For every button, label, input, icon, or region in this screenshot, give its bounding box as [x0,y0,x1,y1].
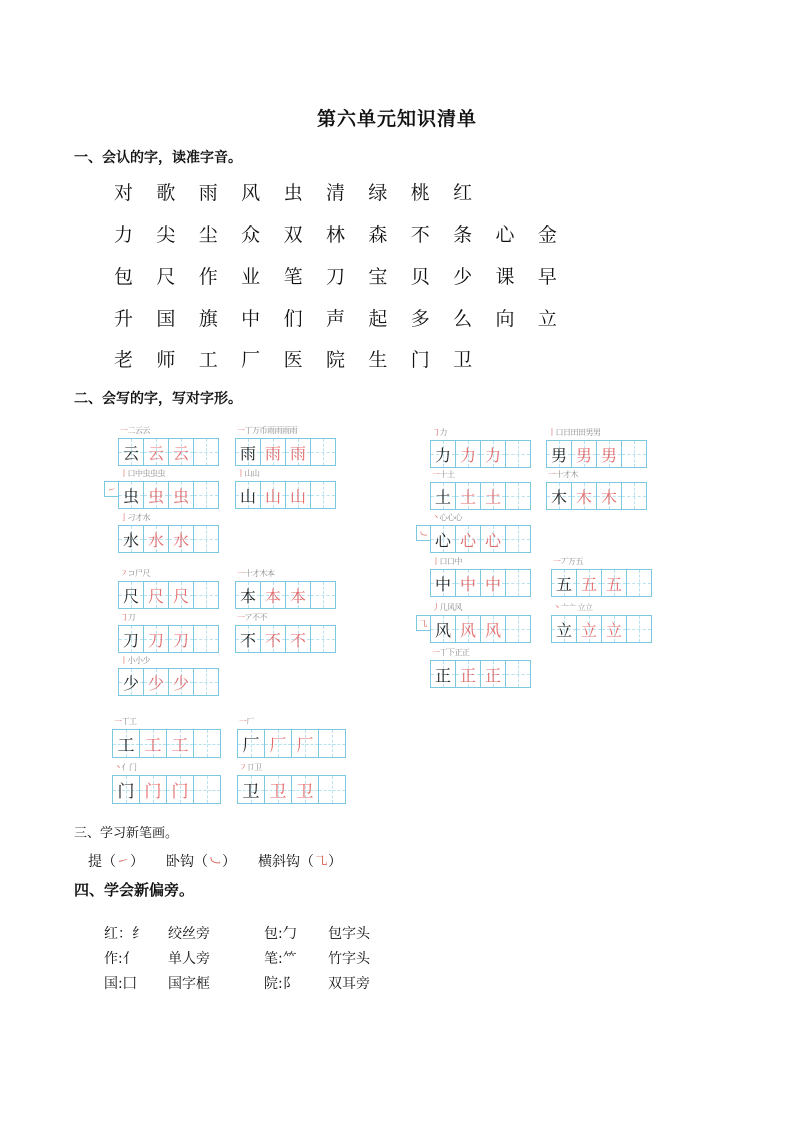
recognition-char: 少 [453,266,473,288]
writing-grid [546,470,647,510]
radical-name: 包字头 [328,925,370,942]
writing-grid [235,613,336,653]
blank-practice-cell[interactable] [311,582,335,608]
trace-char-cell: 工 [167,730,194,757]
model-char-cell: 力 [431,441,456,467]
stroke-order-hint: 丨口中虫虫虫 [120,469,165,478]
blank-practice-cell[interactable] [194,439,218,465]
trace-char-cell: 木 [572,483,597,509]
blank-practice-cell[interactable] [311,439,335,465]
stroke-order-hint: 一丅工 [114,717,137,726]
recognition-char: 笔 [283,266,303,288]
model-char-cell: 刀 [119,626,144,652]
stroke-order-hint: 丨小小少 [120,656,150,665]
stroke-symbol: ㇈ [314,854,328,870]
writing-grid [430,470,531,510]
radical-example: 包:勹 [264,925,297,942]
stroke-order-hint: 丨山山 [237,469,260,478]
trace-char-cell: 力 [456,441,481,467]
recognition-char: 业 [241,266,261,288]
stroke-order-hint: 丨口日田田男男 [548,428,601,437]
model-char-cell: 男 [547,441,572,467]
model-char-cell: 本 [236,582,261,608]
recognition-row [114,345,496,372]
recognition-char: 双 [283,224,303,246]
recognition-char: 声 [325,308,345,330]
stroke-order-hint: 丶亠亠 立立 [553,603,593,612]
trace-char-cell: 力 [481,441,506,467]
trace-char-cell: 厂 [292,730,319,757]
trace-char-cell: 工 [140,730,167,757]
stroke-item: 卧钩（㇃） [166,854,236,870]
new-stroke-tag: ㇃ [416,525,430,541]
blank-practice-cell[interactable] [622,441,646,467]
writing-grid [430,557,531,597]
trace-char-cell: 不 [261,626,286,652]
recognition-char: 虫 [283,182,303,204]
trace-char-cell: 男 [597,441,622,467]
trace-char-cell: 不 [286,626,311,652]
recognition-char: 起 [368,308,388,330]
stroke-order-hint: ㇇卩卫 [239,763,262,772]
trace-char-cell: 土 [456,483,481,509]
model-char-cell: 虫 [119,482,144,508]
trace-char-cell: 五 [602,570,627,596]
blank-practice-cell[interactable] [506,661,530,687]
blank-practice-cell[interactable] [506,526,530,552]
trace-char-cell: 门 [167,776,194,803]
writing-grid [112,763,221,804]
recognition-char: 风 [241,182,261,204]
model-char-cell: 少 [119,669,144,695]
trace-char-cell: 虫 [169,482,194,508]
stroke-order-hint: 一厂 [239,717,254,726]
blank-practice-cell[interactable] [194,669,218,695]
trace-char-cell: 尺 [144,582,169,608]
model-char-cell: 心 [431,526,456,552]
blank-practice-cell[interactable] [319,776,345,803]
recognition-char: 贝 [410,266,430,288]
blank-practice-cell[interactable] [506,483,530,509]
section-1-heading: 一、会认的字，读准字音。 [74,150,242,166]
trace-char-cell: 中 [456,570,481,596]
writing-grid [235,426,336,466]
recognition-char: 包 [114,266,134,288]
trace-char-cell: 山 [286,482,311,508]
blank-practice-cell[interactable] [194,526,218,552]
radical-name: 竹字头 [328,950,370,967]
recognition-char: 生 [368,349,388,371]
writing-grid [546,428,647,468]
recognition-char: 旗 [198,308,218,330]
trace-char-cell: 水 [169,526,194,552]
recognition-char: 么 [453,308,473,330]
trace-char-cell: 刀 [169,626,194,652]
stroke-order-hint: 丶亻门 [114,763,137,772]
recognition-char: 工 [198,349,218,371]
blank-practice-cell[interactable] [319,730,345,757]
trace-char-cell: 风 [481,616,506,642]
writing-grid [237,717,346,758]
trace-char-cell: 风 [456,616,481,642]
stroke-order-hint: 一十才木 [548,470,578,479]
blank-practice-cell[interactable] [194,482,218,508]
recognition-char: 升 [114,308,134,330]
trace-char-cell: 立 [577,616,602,642]
stroke-order-hint: 丨口口中 [432,557,462,566]
stroke-order-hint: 丿几风风 [432,603,462,612]
radical-name: 绞丝旁 [168,925,210,942]
writing-grid [118,613,219,653]
recognition-char: 不 [410,224,430,246]
recognition-char: 众 [241,224,261,246]
section-2-heading: 二、会写的字，写对字形。 [74,391,242,407]
page-title: 第六单元知识清单 [316,108,477,130]
writing-grid [551,557,652,597]
blank-practice-cell[interactable] [194,626,218,652]
trace-char-cell: 少 [144,669,169,695]
new-stroke-tag: ㇀ [104,481,118,497]
model-char-cell: 门 [113,776,140,803]
writing-grid [118,656,219,696]
stroke-order-hint: 一十才木本 [237,569,275,578]
trace-char-cell: 正 [456,661,481,687]
stroke-order-hint: 丶心心心 [432,513,462,522]
radical-row [104,945,392,970]
model-char-cell: 尺 [119,582,144,608]
trace-char-cell: 男 [572,441,597,467]
recognition-char: 歌 [156,182,176,204]
stroke-order-hint: ㇆刀 [120,613,135,622]
stroke-order-hint: 一二云云 [120,426,150,435]
model-char-cell: 中 [431,570,456,596]
recognition-char: 尖 [156,224,176,246]
stroke-symbol: ㇀ [116,854,130,870]
new-strokes-list [88,851,342,871]
blank-practice-cell[interactable] [627,570,651,596]
recognition-char: 厂 [241,349,261,371]
radical-name: 国字框 [168,975,210,992]
stroke-order-hint: 一十土 [432,470,455,479]
recognition-char: 力 [114,224,134,246]
radical-example: 红：纟 [104,925,146,942]
recognition-char: 雨 [198,182,218,204]
trace-char-cell: 虫 [144,482,169,508]
writing-grid [235,569,336,609]
trace-char-cell: 刀 [144,626,169,652]
model-char-cell: 云 [119,439,144,465]
recognition-char: 国 [156,308,176,330]
blank-practice-cell[interactable] [194,776,220,803]
radical-example: 作:亻 [104,950,137,967]
recognition-char: 多 [410,308,430,330]
trace-char-cell: 心 [481,526,506,552]
radical-row [104,970,392,995]
section-4-heading: 四、学会新偏旁。 [74,881,195,899]
stroke-item: 提（㇀） [88,854,144,870]
blank-practice-cell[interactable] [622,483,646,509]
recognition-char: 早 [537,266,557,288]
recognition-char: 尺 [156,266,176,288]
radical-example: 笔:⺮ [264,950,297,967]
radical-example: 院:阝 [264,975,297,992]
trace-char-cell: 门 [140,776,167,803]
stroke-order-hint: ㇆力 [432,428,447,437]
trace-char-cell: 雨 [286,439,311,465]
recognition-char: 心 [495,224,515,246]
recognition-char: 绿 [368,182,388,204]
blank-practice-cell[interactable] [506,616,530,642]
recognition-char: 尘 [198,224,218,246]
recognition-row [114,220,580,247]
stroke-item: 横斜钩（㇈） [258,854,342,870]
trace-char-cell: 尺 [169,582,194,608]
stroke-order-hint: 亅刁才水 [120,513,150,522]
trace-char-cell: 中 [481,570,506,596]
trace-char-cell: 水 [144,526,169,552]
trace-char-cell: 立 [602,616,627,642]
recognition-char: 中 [241,308,261,330]
recognition-char: 宝 [368,266,388,288]
recognition-char: 林 [325,224,345,246]
writing-grid [106,469,219,509]
trace-char-cell: 五 [577,570,602,596]
blank-practice-cell[interactable] [506,441,530,467]
writing-grid [237,763,346,804]
recognition-row [114,304,580,331]
trace-char-cell: 雨 [261,439,286,465]
blank-practice-cell[interactable] [506,570,530,596]
trace-char-cell: 本 [286,582,311,608]
model-char-cell: 厂 [238,730,265,757]
writing-grid [418,603,531,643]
trace-char-cell: 卫 [292,776,319,803]
writing-grid [430,648,531,688]
model-char-cell: 不 [236,626,261,652]
writing-grid [112,717,221,758]
recognition-char: 清 [325,182,345,204]
recognition-char: 医 [283,349,303,371]
recognition-char: 金 [537,224,557,246]
writing-grid [118,513,219,553]
trace-char-cell: 厂 [265,730,292,757]
writing-grid [418,513,531,553]
trace-char-cell: 土 [481,483,506,509]
model-char-cell: 正 [431,661,456,687]
recognition-char: 卫 [453,349,473,371]
stroke-order-hint: 一丅下正正 [432,648,470,657]
model-char-cell: 五 [552,570,577,596]
radical-example: 国:囗 [104,975,137,992]
blank-practice-cell[interactable] [311,626,335,652]
trace-char-cell: 山 [261,482,286,508]
section-3-heading: 三、学习新笔画。 [74,826,179,841]
radical-name: 双耳旁 [328,975,370,992]
model-char-cell: 山 [236,482,261,508]
model-char-cell: 卫 [238,776,265,803]
stroke-order-hint: 一丁万币雨雨雨雨 [237,426,297,435]
recognition-row [114,178,496,205]
model-char-cell: 木 [547,483,572,509]
recognition-char: 条 [453,224,473,246]
blank-practice-cell[interactable] [627,616,651,642]
new-stroke-tag: ㇈ [416,615,430,631]
radical-row [104,920,392,945]
writing-grid [551,603,652,643]
trace-char-cell: 云 [144,439,169,465]
writing-grid [118,426,219,466]
blank-practice-cell[interactable] [194,582,218,608]
recognition-char: 向 [495,308,515,330]
recognition-char: 对 [114,182,134,204]
recognition-char: 老 [114,349,134,371]
new-radicals-list [104,920,392,995]
recognition-char: 师 [156,349,176,371]
writing-grid [235,469,336,509]
recognition-char: 们 [283,308,303,330]
stroke-order-hint: 一丆万五 [553,557,583,566]
trace-char-cell: 云 [169,439,194,465]
recognition-char: 课 [495,266,515,288]
trace-char-cell: 正 [481,661,506,687]
recognition-char: 桃 [410,182,430,204]
writing-grid [118,569,219,609]
recognition-char: 森 [368,224,388,246]
writing-grid [430,428,531,468]
model-char-cell: 工 [113,730,140,757]
trace-char-cell: 心 [456,526,481,552]
trace-char-cell: 木 [597,483,622,509]
stroke-symbol: ㇃ [208,854,222,870]
recognition-row [114,262,580,289]
recognition-char: 红 [453,182,473,204]
stroke-order-hint: 一ア不不 [237,613,267,622]
radical-name: 单人旁 [168,950,210,967]
blank-practice-cell[interactable] [311,482,335,508]
model-char-cell: 立 [552,616,577,642]
model-char-cell: 水 [119,526,144,552]
recognition-char: 刀 [325,266,345,288]
trace-char-cell: 本 [261,582,286,608]
model-char-cell: 雨 [236,439,261,465]
recognition-char: 立 [537,308,557,330]
blank-practice-cell[interactable] [194,730,220,757]
recognition-char: 门 [410,349,430,371]
trace-char-cell: 少 [169,669,194,695]
stroke-order-hint: ㇇コ尸尺 [120,569,150,578]
recognition-char: 院 [325,349,345,371]
recognition-char: 作 [198,266,218,288]
model-char-cell: 土 [431,483,456,509]
trace-char-cell: 卫 [265,776,292,803]
model-char-cell: 风 [431,616,456,642]
